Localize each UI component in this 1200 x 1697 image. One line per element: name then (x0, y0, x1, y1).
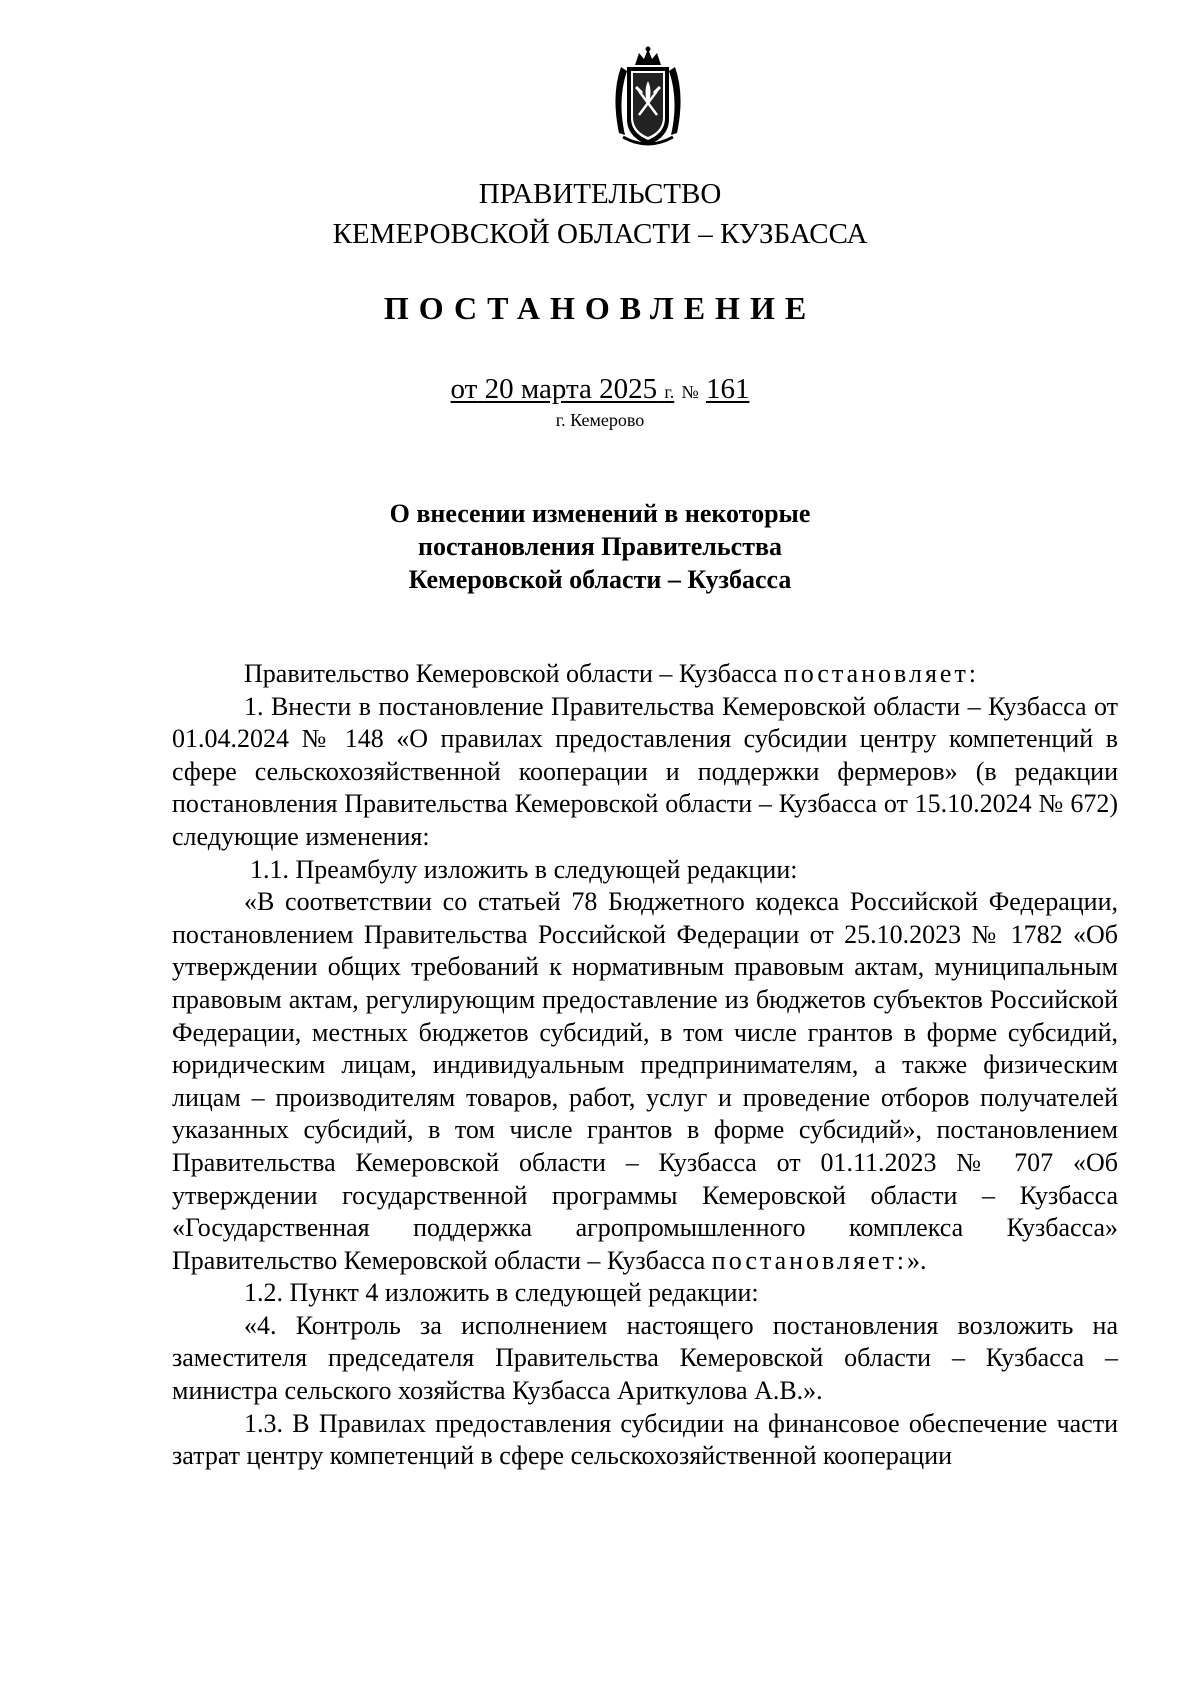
paragraph-1-3: 1.3. В Правилах предоставления субсидии на финансовое обеспечение части затрат центру компетенций в сфере сельскохозяйственной кооперации (172, 1408, 1118, 1471)
paragraph-1-1-text (172, 886, 1118, 1277)
title-line1: О внесении изменений в некоторые (389, 499, 811, 528)
paragraph-1: 1. Внести в постановление Правительства Кемеровской области – Кузбасса от 01.04.2024 № 148 «О правилах предоставления субсидии центру компетенций в сфере сельскохозяйственной кооперации и поддержки фермеров» (в редакции постановления Правительства Кемеровской области – Кузбасса от 15.10.2024 № 672) следующие изменения: (172, 691, 1118, 851)
preamble-spaced-word: постановляет: (711, 1245, 908, 1275)
date-prefix: от (450, 373, 478, 405)
date-number-line (0, 372, 1200, 409)
title-line3: Кемеровской области – Кузбасса (408, 565, 792, 594)
coat-of-arms-emblem (609, 45, 687, 150)
document-date: 20 марта 2025 (484, 373, 658, 405)
document-number: 161 (705, 373, 750, 405)
year-suffix: г. (664, 382, 675, 402)
intro-paragraph (172, 658, 1118, 691)
document-title (0, 497, 1200, 596)
document-body (172, 658, 1118, 1473)
government-name-line1: ПРАВИТЕЛЬСТВО (478, 178, 722, 210)
government-name-line2: КЕМЕРОВСКОЙ ОБЛАСТИ – КУЗБАССА (332, 218, 868, 250)
document-type-heading: ПОСТАНОВЛЕНИЕ (383, 290, 817, 326)
paragraph-1-2-text: «4. Контроль за исполнением настоящего постановления возложить на заместителя председателя Правительства Кемеровской области – Кузбасса – министра сельского хозяйства Кузбасса Ариткулова А.В.». (172, 1310, 1118, 1406)
number-label: № (681, 382, 699, 402)
intro-spaced-word: постановляет: (783, 659, 980, 688)
preamble-text: «В соответствии со статьей 78 Бюджетного кодекса Российской Федерации, постановлением Правительства Российской Федерации от 25.10.2023 № 1782 «Об утверждении общих требований к нормативным правовым актам, муниципальным правовым актам, регулирующим предоставление из бюджетов субъектов Российской Федерации, местных бюджетов субсидий, в том числе грантов в форме субсидий, юридическим лицам, индивидуальным предпринимателям, а также физическим лицам – производителям товаров, работ, услуг и проведение отборов получателей указанных субсидий, в том числе грантов в форме субсидий», постановлением Правительства Кемеровской области – Кузбасса от 01.11.2023 № 707 «Об утверждении государственной программы Кемеровской области – Кузбасса «Государственная поддержка агропромышленного комплекса Кузбасса» Правительство Кемеровской области – Кузбасса (172, 887, 1118, 1275)
title-line2: постановления Правительства (418, 532, 782, 561)
intro-text: Правительство Кемеровской области – Кузбасса (244, 659, 778, 688)
paragraph-1-1: 1.1. Преамбулу изложить в следующей редакции: (250, 854, 798, 884)
preamble-end: ». (907, 1245, 927, 1275)
paragraph-1-2: 1.2. Пункт 4 изложить в следующей редакции: (244, 1278, 759, 1308)
city-line: г. Кемерово (555, 410, 645, 430)
